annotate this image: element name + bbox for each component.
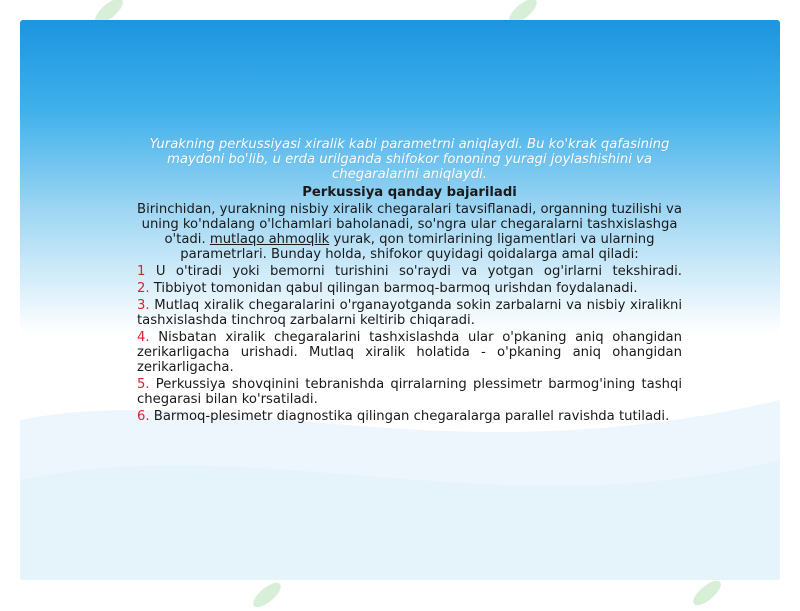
list-number: 5. (137, 377, 150, 392)
list-item (137, 409, 682, 424)
slide (20, 20, 780, 580)
watermark-leaf-icon (249, 579, 284, 611)
list-text: U o'tiradi yoki bemorni turishini so'raydi va yotgan og'irlarni tekshiradi. (145, 264, 682, 279)
list-text: Mutlaq xiralik chegaralarini o'rganayotganda sokin zarbalarni va nisbiy xiralikni tashxislashda tinchroq zarbalarni keltirib chiqaradi. (137, 298, 682, 328)
list-text: Barmoq-plesimetr diagnostika qilingan chegaralarga parallel ravishda tutiladi. (149, 409, 670, 424)
list-text: Perkussiya shovqinini tebranishda qirralarning plessimetr barmog'ining tashqi chegarasi bilan ko'rsatiladi. (137, 377, 682, 407)
list-number: 4. (137, 330, 150, 345)
list-number: 6. (137, 409, 150, 424)
section-heading: Perkussiya qanday bajariladi (302, 185, 517, 200)
list-item (137, 264, 682, 279)
list-item (137, 298, 682, 328)
list-number: 2. (137, 281, 150, 296)
list-text: Tibbiyot tomonidan qabul qilingan barmoq-barmoq urishdan foydalanadi. (149, 281, 638, 296)
list-number: 3. (137, 298, 150, 313)
intro-text: Yurakning perkussiyasi xiralik kabi parametrni aniqlaydi. Bu ko'krak qafasining maydoni bo'lib, u erda urilganda shifokor fononing yuragi joylashishini va chegaralarini aniqlaydi. (149, 137, 670, 182)
body-paragraph (137, 202, 682, 262)
paragraph-text-before: Birinchidan, yurakning nisbiy xiralik chegaralari tavsiflanadi, organning tuzilishi va uning ko'ndalang o'lchamlari baholanadi, so'ngra ular chegaralarni tashxislashga o'tadi. (137, 202, 682, 247)
list-item (137, 330, 682, 375)
content (137, 137, 682, 424)
list-number: 1 (137, 264, 146, 279)
list-item (137, 281, 682, 296)
list-text: Nisbatan xiralik chegaralarini tashxislashda ular o'pkaning aniq ohangidan zerikarligacha urishadi. Mutlaq xiralik holatida - o'pkaning aniq ohangidan zerikarligacha. (137, 330, 682, 375)
paragraph-text-after: yurak, qon tomirlarining ligamentlari va ularning parametrlari. Bunday holda, shifokor quyidagi qoidalarga amal qiladi: (180, 232, 655, 262)
list-item (137, 377, 682, 407)
underlined-phrase: mutlaqo ahmoqlik (209, 232, 330, 247)
watermark-leaf-icon (689, 577, 724, 610)
